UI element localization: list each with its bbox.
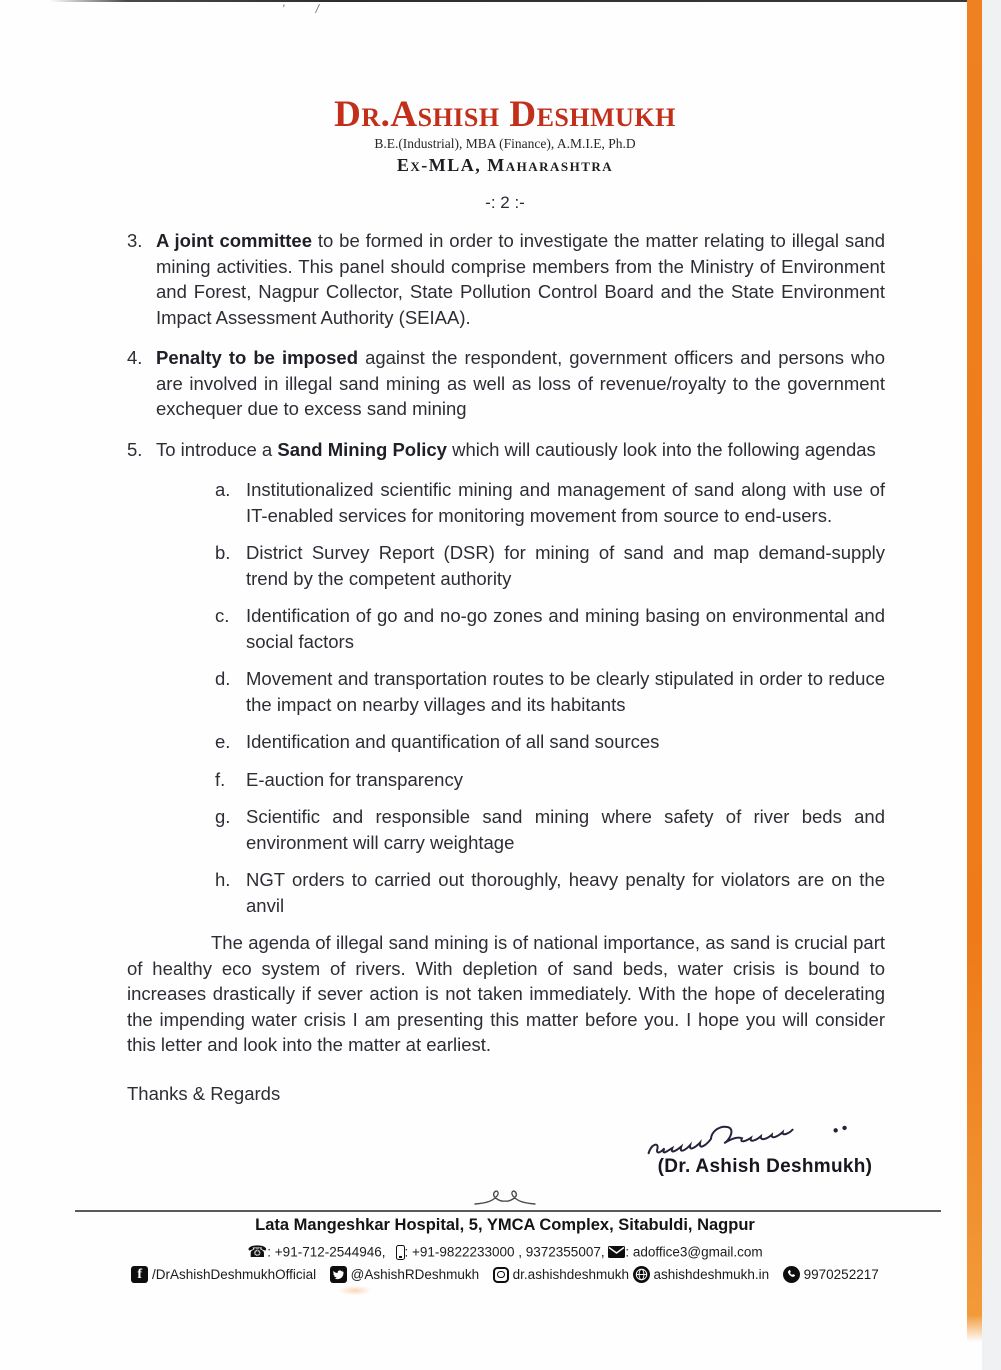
letterhead	[25, 96, 985, 176]
sub-item-letter: b.	[215, 542, 231, 563]
email-address: : adoffice3@gmail.com	[625, 1244, 763, 1260]
letterhead-credentials: B.E.(Industrial), MBA (Finance), A.M.I.E, Ph.D	[374, 136, 636, 151]
facebook-icon: f	[131, 1266, 148, 1283]
letter-body	[127, 228, 885, 1106]
signature-block	[580, 1118, 950, 1178]
sub-item-b	[215, 540, 885, 591]
scan-edge-line	[50, 0, 1001, 2]
sub-item-f	[215, 767, 885, 793]
instagram-handle: dr.ashishdeshmukh	[512, 1267, 629, 1282]
sub-item-h	[215, 867, 885, 918]
regards-line: Thanks & Regards	[127, 1082, 281, 1104]
twitter-handle: @AshishRDeshmukh	[350, 1267, 480, 1282]
numbered-point-3	[127, 228, 885, 330]
sub-item-a	[215, 477, 885, 528]
point-bold: A joint committee	[156, 230, 312, 251]
sub-item-letter: f.	[215, 768, 226, 790]
point-text	[156, 345, 885, 422]
letterhead-name: Dr.Ashish Deshmukh	[334, 94, 676, 135]
scan-marks: ' /	[282, 2, 333, 16]
footer-divider	[75, 1210, 941, 1212]
point-bold: Penalty to be imposed	[156, 347, 359, 368]
scan-smudge	[338, 1286, 372, 1295]
point-bold: Sand Mining Policy	[277, 438, 447, 460]
footer-social-line	[25, 1266, 985, 1283]
sub-item-letter: h.	[215, 869, 231, 890]
sub-item-text: NGT orders to carried out thoroughly, heavy penalty for violators are on the anvil	[246, 869, 885, 916]
telephone-icon: ☎	[247, 1244, 268, 1261]
page-number: -: 2 :-	[485, 193, 525, 212]
point-text	[156, 228, 885, 330]
twitter-icon	[330, 1266, 347, 1283]
sub-item-letter: a.	[215, 479, 231, 500]
letterhead-title: Ex-MLA, Maharashtra	[396, 155, 614, 175]
sub-item-text: District Survey Report (DSR) for mining of sand and map demand-supply trend by the competent authority	[246, 542, 885, 589]
website-url: ashishdeshmukh.in	[653, 1267, 770, 1282]
mobile-numbers: : +91-9822233000 , 9372355007,	[404, 1244, 605, 1260]
sub-item-letter: d.	[215, 668, 231, 689]
sub-item-letter: e.	[215, 731, 231, 752]
website-globe-icon	[633, 1266, 650, 1283]
point-rest: which will cautiously look into the following agendas	[446, 438, 876, 460]
whatsapp-icon	[783, 1266, 800, 1283]
mobile-phone-icon	[396, 1245, 405, 1260]
whatsapp-number: 9970252217	[803, 1267, 879, 1282]
footer-flourish-icon	[25, 1188, 985, 1208]
sub-item-text: Identification and quantification of all sand sources	[246, 731, 660, 752]
numbered-point-4	[127, 345, 885, 422]
sub-item-text: E-auction for transparency	[246, 768, 463, 790]
sub-item-e	[215, 729, 885, 755]
point-number: 5.	[127, 438, 143, 460]
numbered-point-5	[127, 437, 885, 463]
point-rest: to be formed in order to investigate the matter relating to illegal sand mining activities. This panel should comprise members from the Ministry of Environment and Forest, Nagpur Collector, State Pollution Control Board and the State Environment Impact Assessment Authority (SEIAA).	[156, 230, 885, 328]
footer-address: Lata Mangeshkar Hospital, 5, YMCA Complex, Sitabuldi, Nagpur	[255, 1216, 755, 1234]
footer-contact-line	[25, 1242, 985, 1262]
point-text	[156, 437, 885, 463]
sub-item-d	[215, 666, 885, 717]
sub-item-letter: g.	[215, 806, 231, 827]
facebook-handle: /DrAshishDeshmukhOfficial	[152, 1267, 317, 1282]
sub-item-c	[215, 603, 885, 654]
sub-item-g	[215, 804, 885, 855]
signatory-name: (Dr. Ashish Deshmukh)	[657, 1156, 873, 1177]
point-number: 3.	[127, 230, 143, 251]
point-number: 4.	[127, 347, 143, 368]
landline-number: : +91-712-2544946,	[267, 1244, 386, 1260]
sub-item-text: Movement and transportation routes to be clearly stipulated in order to reduce the impact on nearby villages and its habitants	[246, 668, 885, 715]
sub-item-text: Institutionalized scientific mining and management of sand along with use of IT-enabled services for monitoring movement from source to end-users.	[246, 479, 885, 526]
email-envelope-icon	[608, 1246, 625, 1258]
sub-item-text: Identification of go and no-go zones and mining basing on environmental and social factors	[246, 605, 885, 652]
point-lead: To introduce a	[156, 438, 278, 460]
sub-item-text: Scientific and responsible sand mining where safety of river beds and environment will carry weightage	[246, 806, 885, 853]
point-rest: against the respondent, government officers and persons who are involved in illegal sand mining as well as loss of revenue/royalty to the government exchequer due to excess sand mining	[156, 347, 885, 419]
agenda-sublist	[127, 477, 885, 918]
sub-item-letter: c.	[215, 605, 230, 626]
closing-paragraph: The agenda of illegal sand mining is of national importance, as sand is crucial part of healthy eco system of rivers. With depletion of sand beds, water crisis is bound to increases drastically if sever action is not taken immediately. With the hope of decelerating the impending water crisis I am presenting this matter before you. I hope you will consider this letter and look into the matter at earliest.	[127, 932, 885, 1055]
instagram-icon	[493, 1267, 509, 1283]
